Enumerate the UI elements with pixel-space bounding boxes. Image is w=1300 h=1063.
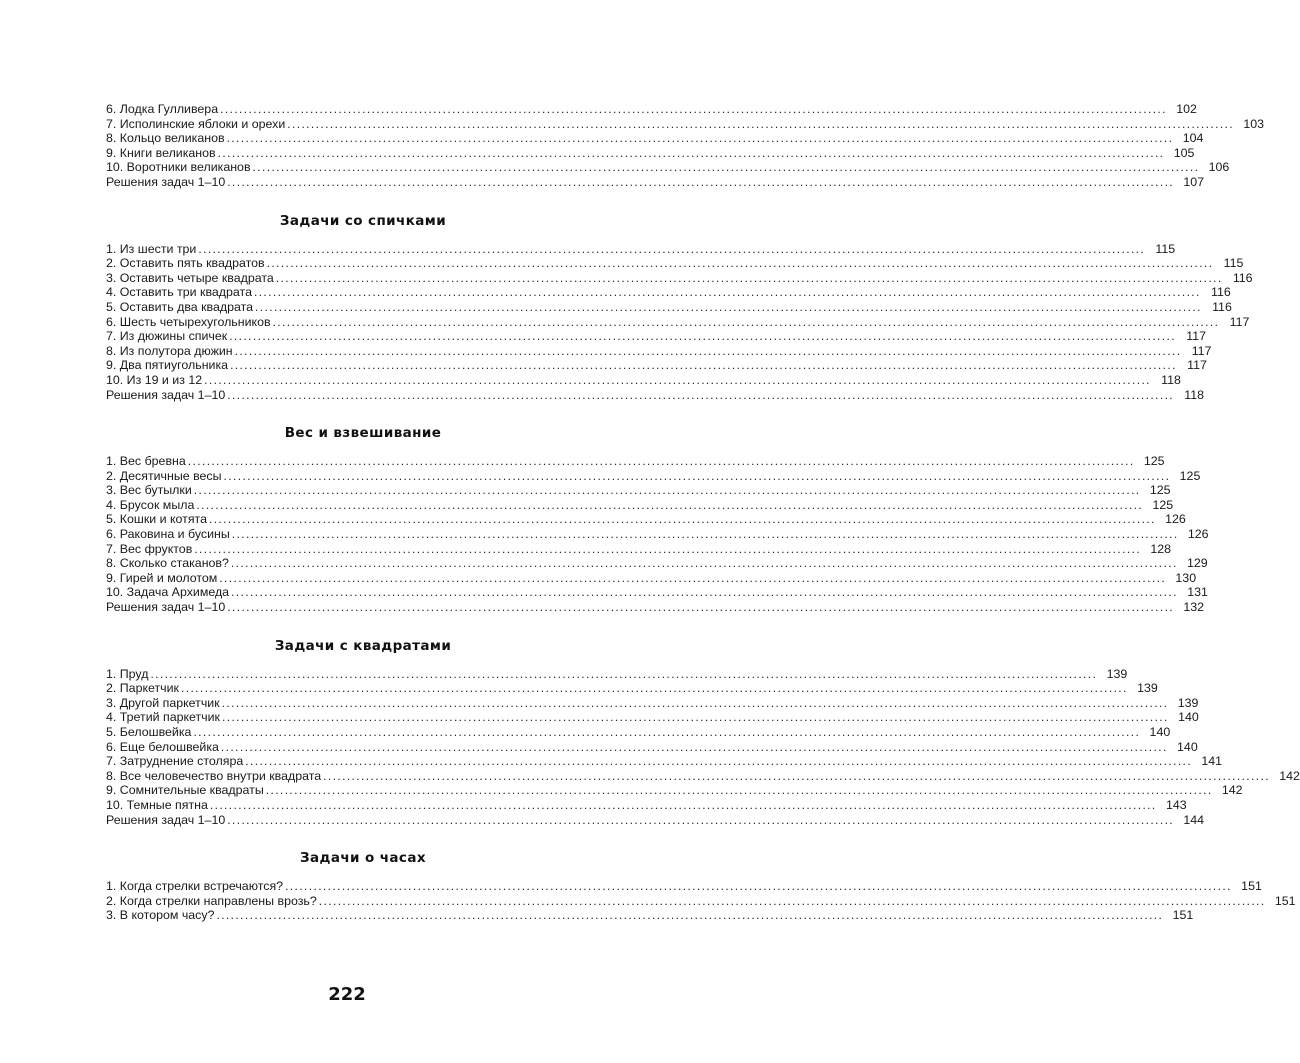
toc-entry — [106, 512, 1186, 527]
toc-entry-page: 144 — [1183, 812, 1205, 827]
toc-entry — [106, 329, 1206, 344]
toc-entry-page: 117 — [1186, 329, 1206, 344]
toc-entry — [106, 908, 1194, 923]
dot-leader: ........................................................................................................................................................................................................ — [180, 681, 1128, 696]
toc-section — [106, 637, 1300, 828]
toc-entry-page: 116 — [1212, 299, 1232, 314]
dot-leader: ........................................................................................................................................................................................................ — [231, 527, 1179, 542]
dot-leader: ........................................................................................................................................................................................................ — [194, 541, 1142, 556]
toc-entry-title: 5. Оставить два квадрата — [106, 299, 254, 314]
toc-entry-page: 103 — [1243, 116, 1265, 131]
toc-entry — [106, 160, 1230, 175]
toc-entry — [106, 585, 1208, 600]
toc-entry-page: 142 — [1221, 783, 1243, 798]
dot-leader: ........................................................................................................................................................................................................ — [196, 497, 1144, 512]
toc-entry — [106, 241, 1176, 257]
toc-entry-page: 132 — [1183, 600, 1205, 615]
toc-entry — [106, 116, 1265, 132]
toc-entry-title: Решения задач 1–10 — [106, 812, 226, 827]
toc-entry — [106, 299, 1232, 315]
toc-entry-title: 9. Два пятиугольника — [106, 358, 229, 373]
toc-entry-title: 3. Оставить четыре квадрата — [106, 270, 274, 285]
toc-entry-page: 118 — [1184, 387, 1205, 402]
dot-leader: ........................................................................................................................................................................................................ — [216, 908, 1164, 923]
toc-entry — [106, 256, 1244, 271]
toc-entry-page: 106 — [1208, 160, 1230, 175]
dot-leader: ........................................................................................................................................................................................................ — [220, 739, 1168, 754]
toc-entry-page: 131 — [1187, 585, 1208, 600]
toc-entry-page: 140 — [1149, 725, 1171, 739]
toc-entry-page: 125 — [1152, 497, 1174, 512]
toc-entry — [106, 358, 1207, 373]
dot-leader: ........................................................................................................................................................................................................ — [245, 754, 1193, 769]
toc-entry-page: 128 — [1150, 541, 1172, 556]
page-number: 222 — [328, 984, 366, 1005]
toc-entry-title: 8. Из полутора дюжин — [106, 343, 233, 358]
toc-entry-title: 3. Другой паркетчик — [106, 695, 220, 710]
toc-entry-page: 105 — [1173, 145, 1195, 160]
section-title: Задачи с квадратами — [274, 637, 452, 654]
table-of-contents — [106, 102, 1300, 923]
dot-leader: ........................................................................................................................................................................................................ — [227, 812, 1175, 827]
dot-leader: ........................................................................................................................................................................................................ — [265, 783, 1213, 798]
toc-entry — [106, 695, 1199, 711]
dot-leader: ........................................................................................................................................................................................................ — [217, 145, 1165, 160]
dot-leader: ........................................................................................................................................................................................................ — [275, 270, 1223, 285]
dot-leader: ........................................................................................................................................................................................................ — [220, 102, 1167, 116]
section-title: Вес и взвешивание — [284, 425, 442, 442]
toc-entry-title: 8. Кольцо великанов — [106, 131, 225, 146]
toc-entry-title: 2. Когда стрелки направлены врозь? — [106, 893, 317, 908]
toc-entry-title: 6. Раковина и бусины — [106, 527, 230, 542]
toc-entry-title: Решения задач 1–10 — [106, 174, 226, 189]
toc-entry — [106, 314, 1250, 330]
toc-entry-title: 7. Затруднение столяра — [106, 754, 244, 769]
toc-entry-page: 102 — [1176, 102, 1197, 116]
toc-entry-title: 7. Вес фруктов — [106, 541, 193, 556]
toc-section — [106, 424, 1209, 615]
toc-entry-page: 125 — [1143, 454, 1165, 469]
dot-leader: ........................................................................................................................................................................................................ — [285, 879, 1232, 894]
toc-entry-page: 129 — [1187, 556, 1208, 571]
dot-leader: ........................................................................................................................................................................................................ — [227, 600, 1175, 615]
toc-entry — [106, 797, 1187, 813]
toc-entry-title: 7. Исполинские яблоки и орехи — [106, 116, 286, 131]
toc-section — [106, 849, 1296, 923]
toc-entry-page: 151 — [1172, 908, 1194, 923]
toc-entry-page: 117 — [1229, 314, 1250, 329]
toc-entry-page: 143 — [1165, 797, 1187, 812]
dot-leader: ........................................................................................................................................................................................................ — [209, 797, 1157, 812]
toc-entry — [106, 102, 1197, 117]
toc-entry — [106, 600, 1205, 615]
toc-entry — [106, 666, 1128, 682]
toc-entry — [106, 768, 1300, 784]
toc-entry-title: 4. Оставить три квадрата — [106, 285, 252, 300]
dot-leader: ........................................................................................................................................................................................................ — [227, 174, 1175, 189]
toc-entry — [106, 527, 1209, 542]
dot-leader: ........................................................................................................................................................................................................ — [318, 893, 1266, 908]
toc-entry-title: 7. Из дюжины спичек — [106, 329, 228, 344]
toc-entry-title: 4. Третий паркетчик — [106, 710, 220, 725]
toc-entry — [106, 270, 1253, 286]
toc-entry-page: 115 — [1223, 256, 1244, 271]
toc-entry-page: 151 — [1241, 879, 1262, 894]
toc-entry-title: 6. Шесть четырехугольников — [106, 314, 271, 329]
section-title: Задачи о часах — [300, 850, 426, 867]
toc-entry-title: 8. Сколько стаканов? — [106, 556, 229, 571]
dot-leader: ........................................................................................................................................................................................................ — [253, 285, 1201, 300]
toc-entry-title: Решения задач 1–10 — [106, 387, 226, 402]
toc-entry-page: 142 — [1279, 768, 1300, 783]
toc-entry — [106, 739, 1198, 755]
dot-leader: ........................................................................................................................................................................................................ — [208, 512, 1156, 527]
toc-entry — [106, 468, 1201, 484]
toc-entry-title: 9. Сомнительные квадраты — [106, 783, 264, 798]
toc-entry-page: 126 — [1187, 527, 1209, 542]
toc-entry-title: 2. Десятичные весы — [106, 468, 222, 483]
toc-entry-title: 1. Когда стрелки встречаются? — [106, 879, 284, 894]
toc-entry-page: 140 — [1177, 739, 1198, 754]
toc-entry — [106, 372, 1181, 388]
toc-entry-page: 130 — [1175, 570, 1197, 585]
toc-entry — [106, 725, 1171, 740]
toc-entry-page: 115 — [1155, 241, 1176, 256]
toc-entry-title: 2. Паркетчик — [106, 681, 179, 696]
toc-entry — [106, 131, 1204, 146]
toc-entry-page: 118 — [1161, 372, 1181, 387]
dot-leader: ........................................................................................................................................................................................................ — [234, 343, 1182, 358]
toc-entry-page: 125 — [1149, 483, 1171, 498]
toc-entry-title: 1. Пруд — [106, 666, 149, 681]
toc-entry — [106, 893, 1296, 909]
toc-entry-page: 139 — [1177, 695, 1199, 710]
toc-entry-title: 3. В котором часу? — [106, 908, 215, 923]
toc-entry — [106, 343, 1212, 359]
toc-entry-page: 141 — [1201, 754, 1223, 769]
toc-entry — [106, 145, 1195, 161]
dot-leader: ........................................................................................................................................................................................................ — [219, 570, 1167, 585]
dot-leader: ........................................................................................................................................................................................................ — [229, 329, 1176, 344]
toc-entry — [106, 754, 1223, 769]
dot-leader: ........................................................................................................................................................................................................ — [221, 710, 1169, 725]
toc-entry-page: 116 — [1232, 270, 1253, 285]
toc-entry-title: 10. Задача Архимеда — [106, 585, 230, 600]
dot-leader: ........................................................................................................................................................................................................ — [193, 725, 1141, 739]
toc-entry-title: 5. Кошки и котята — [106, 512, 207, 527]
dot-leader: ........................................................................................................................................................................................................ — [323, 768, 1270, 783]
toc-entry-title: 3. Вес бутылки — [106, 483, 192, 498]
dot-leader: ........................................................................................................................................................................................................ — [255, 299, 1202, 314]
toc-entry-page: 139 — [1137, 681, 1158, 696]
toc-entry-title: 1. Вес бревна — [106, 454, 186, 469]
dot-leader: ........................................................................................................................................................................................................ — [227, 387, 1175, 402]
toc-section — [106, 102, 1265, 190]
toc-entry-title: 4. Брусок мыла — [106, 497, 195, 512]
toc-entry-page: 125 — [1179, 468, 1201, 483]
dot-leader: ........................................................................................................................................................................................................ — [193, 483, 1141, 498]
toc-entry — [106, 556, 1208, 571]
toc-entry-page: 117 — [1187, 358, 1207, 373]
dot-leader: ........................................................................................................................................................................................................ — [198, 241, 1146, 256]
toc-entry-page: 117 — [1191, 343, 1212, 358]
dot-leader: ........................................................................................................................................................................................................ — [226, 131, 1174, 146]
toc-entry — [106, 710, 1199, 725]
toc-entry-page: 104 — [1182, 131, 1204, 146]
dot-leader: ........................................................................................................................................................................................................ — [266, 256, 1214, 271]
toc-entry — [106, 879, 1262, 894]
toc-entry — [106, 497, 1174, 513]
toc-entry-title: 6. Лодка Гулливера — [106, 102, 219, 116]
dot-leader: ........................................................................................................................................................................................................ — [187, 454, 1135, 469]
toc-entry-page: 126 — [1165, 512, 1186, 527]
toc-entry-page: 140 — [1178, 710, 1199, 725]
toc-entry-page: 107 — [1183, 174, 1205, 189]
toc-entry-title: 10. Воротники великанов — [106, 160, 251, 175]
dot-leader: ........................................................................................................................................................................................................ — [150, 666, 1098, 681]
dot-leader: ........................................................................................................................................................................................................ — [221, 695, 1169, 710]
toc-entry — [106, 681, 1158, 696]
toc-entry — [106, 454, 1165, 469]
dot-leader: ........................................................................................................................................................................................................ — [223, 468, 1171, 483]
section-title: Задачи со спичками — [279, 212, 447, 229]
toc-entry — [106, 174, 1205, 190]
toc-entry — [106, 812, 1205, 828]
toc-entry — [106, 483, 1171, 498]
toc-entry-page: 151 — [1274, 893, 1296, 908]
dot-leader: ........................................................................................................................................................................................................ — [252, 160, 1200, 175]
toc-entry — [106, 387, 1205, 403]
toc-entry-page: 116 — [1211, 285, 1231, 300]
dot-leader: ........................................................................................................................................................................................................ — [287, 116, 1235, 131]
toc-entry — [106, 783, 1243, 798]
toc-entry-title: 6. Еще белошвейка — [106, 739, 219, 754]
toc-entry-title: 10. Из 19 и из 12 — [106, 372, 203, 387]
dot-leader: ........................................................................................................................................................................................................ — [230, 556, 1178, 571]
toc-entry-title: 5. Белошвейка — [106, 725, 192, 739]
toc-entry-title: 1. Из шести три — [106, 241, 197, 256]
toc-entry — [106, 570, 1197, 586]
toc-entry-title: 9. Гирей и молотом — [106, 570, 218, 585]
dot-leader: ........................................................................................................................................................................................................ — [230, 358, 1177, 373]
toc-entry-title: 8. Все человечество внутри квадрата — [106, 768, 322, 783]
dot-leader: ........................................................................................................................................................................................................ — [272, 314, 1220, 329]
toc-entry-title: 10. Темные пятна — [106, 797, 208, 812]
toc-entry-title: Решения задач 1–10 — [106, 600, 226, 615]
dot-leader: ........................................................................................................................................................................................................ — [204, 372, 1151, 387]
toc-entry — [106, 285, 1231, 300]
toc-entry-page: 139 — [1106, 666, 1128, 681]
dot-leader: ........................................................................................................................................................................................................ — [231, 585, 1178, 600]
toc-section — [106, 212, 1253, 403]
toc-entry — [106, 541, 1172, 557]
toc-entry-title: 9. Книги великанов — [106, 145, 216, 160]
toc-entry-title: 2. Оставить пять квадратов — [106, 256, 265, 271]
